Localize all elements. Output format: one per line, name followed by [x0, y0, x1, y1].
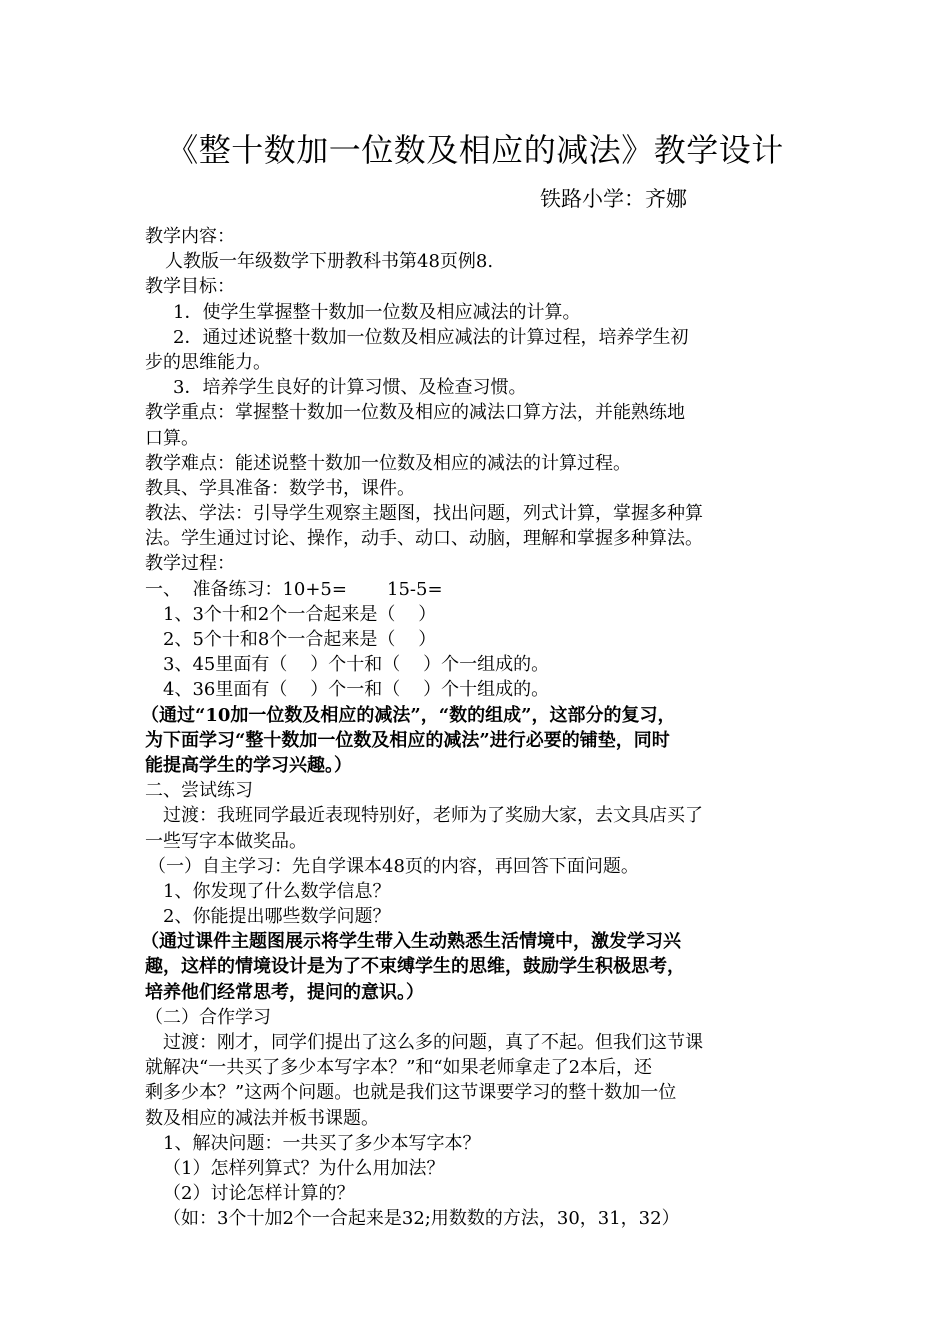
difficult-point: 教学难点：能述说整十数加一位数及相应的减法的计算过程。	[145, 452, 631, 474]
teaching-tools: 教具、学具准备：数学书，课件。	[145, 477, 415, 499]
teaching-methods-continued: 法。学生通过讨论、操作，动手、动口、动脑，理解和掌握多种算法。	[145, 528, 703, 550]
exercise-item: 1、3个十和2个一合起来是（ ）	[163, 603, 437, 625]
question-item: 1、你发现了什么数学信息？	[163, 880, 391, 902]
problem-sub-item: （1）怎样列算式？为什么用加法？	[163, 1157, 445, 1179]
design-note: 培养他们经常思考，提问的意识。）	[145, 981, 424, 1003]
step-heading-trial: 二、尝试练习	[145, 780, 253, 802]
exercise-item: 4、36里面有（ ）个一和（ ）个十组成的。	[163, 679, 550, 701]
transition-paragraph-continued: 剩多少本？”这两个问题。也就是我们这节课要学习的整十数加一位	[145, 1082, 677, 1104]
design-note: 能提高学生的学习兴趣。）	[145, 754, 352, 776]
transition-paragraph-continued: 就解决“一共买了多少本写字本？”和“如果老师拿走了2本后，还	[145, 1057, 653, 1079]
step-heading-preparation: 一、 准备练习：10+5= 15-5=	[145, 578, 443, 600]
design-note: （通过课件主题图展示将学生带入生动熟悉生活情境中，激发学习兴	[141, 931, 681, 953]
transition-paragraph: 过渡：刚才，同学们提出了这么多的问题，真了不起。但我们这节课	[163, 1032, 703, 1053]
key-point-continued: 口算。	[145, 427, 199, 449]
document-body	[141, 224, 817, 1232]
design-note: （通过“10加一位数及相应的减法”，“数的组成”，这部分的复习，	[141, 704, 676, 726]
section-heading-content: 教学内容：	[145, 226, 235, 247]
transition-paragraph-continued: 一些写字本做奖品。	[145, 830, 307, 852]
exercise-item: 2、5个十和8个一合起来是（ ）	[163, 629, 437, 650]
document-title: 《整十数加一位数及相应的减法》教学设计	[166, 131, 784, 169]
section-heading-goals: 教学目标：	[145, 276, 235, 298]
question-item: 2、你能提出哪些数学问题？	[163, 906, 391, 928]
design-note: 为下面学习“整十数加一位数及相应的减法”进行必要的铺垫，同时	[145, 729, 670, 751]
problem-sub-item: （2）讨论怎样计算的？	[163, 1183, 355, 1205]
exercise-item: 3、45里面有（ ）个十和（ ）个一组成的。	[163, 654, 550, 676]
section-heading-process: 教学过程：	[145, 553, 235, 575]
transition-paragraph: 过渡：我班同学最近表现特别好，老师为了奖励大家，去文具店买了	[163, 805, 703, 827]
problem-item: 1、解决问题：一共买了多少本写字本？	[163, 1132, 481, 1154]
paragraph-content: 人教版一年级数学下册教科书第48页例8.	[165, 251, 494, 273]
sub-step-self-study: （一）自主学习：先自学课本48页的内容，再回答下面问题。	[148, 855, 639, 877]
problem-example: （如：3个十加2个一合起来是32;用数数的方法，30，31，32）	[163, 1208, 680, 1230]
author-line: 铁路小学：齐娜	[540, 187, 687, 211]
transition-paragraph-continued: 数及相应的减法并板书课题。	[145, 1107, 379, 1129]
sub-step-cooperation: （二）合作学习	[145, 1006, 271, 1028]
teaching-methods: 教法、学法：引导学生观察主题图，找出问题，列式计算，掌握多种算	[145, 503, 703, 525]
goal-item: 2．通过述说整十数加一位数及相应减法的计算过程，培养学生初	[173, 326, 689, 348]
goal-item: 3．培养学生良好的计算习惯、及检查习惯。	[173, 377, 527, 399]
goal-item: 1．使学生掌握整十数加一位数及相应减法的计算。	[173, 301, 581, 323]
design-note: 趣，这样的情境设计是为了不束缚学生的思维，鼓励学生积极思考，	[145, 956, 685, 978]
goal-item-continued: 步的思维能力。	[145, 351, 271, 373]
key-point: 教学重点：掌握整十数加一位数及相应的减法口算方法，并能熟练地	[145, 402, 685, 424]
